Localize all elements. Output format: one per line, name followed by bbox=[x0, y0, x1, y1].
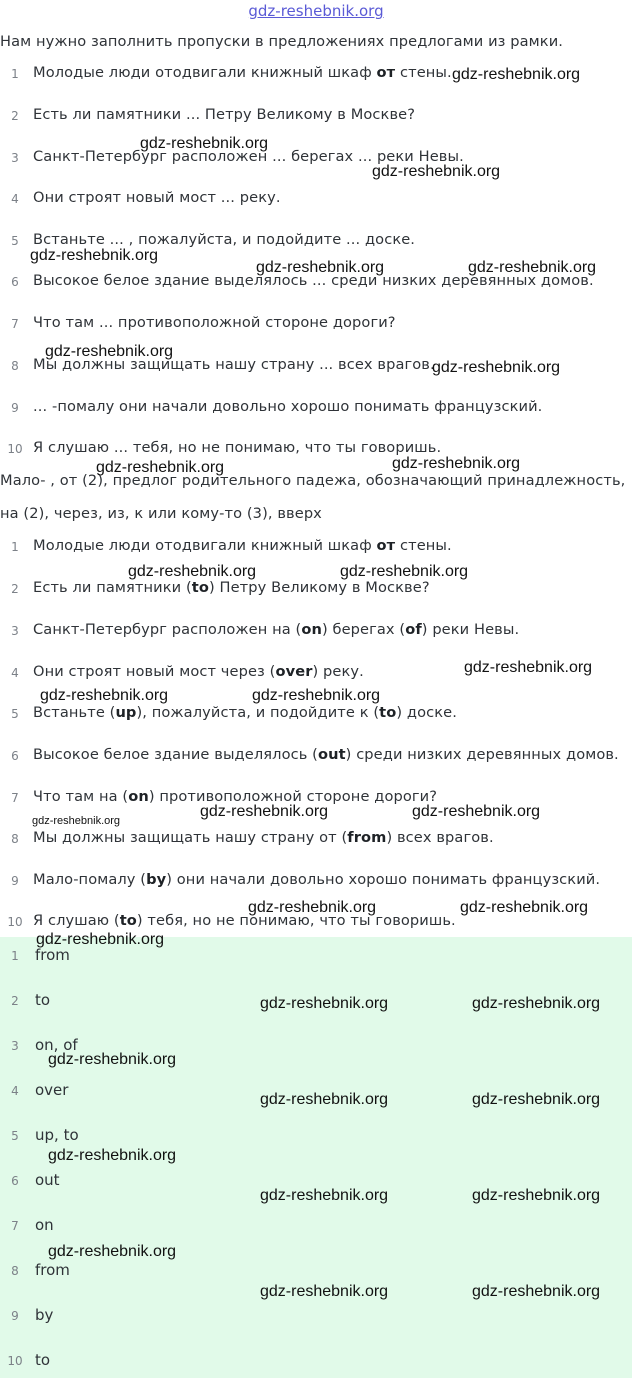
sentence-fragment: ) Петру Великому в Москве? bbox=[208, 579, 430, 596]
sentence-fragment: Молодые люди отодвигали книжный шкаф bbox=[33, 537, 377, 554]
filled-sentence-number: 8 bbox=[11, 832, 19, 846]
sentence-fragment: Что там на ( bbox=[33, 788, 129, 805]
answer-text: by bbox=[35, 1306, 54, 1324]
watermark-text: gdz-reshebnik.org bbox=[452, 66, 581, 83]
answer-number: 8 bbox=[11, 1264, 19, 1278]
watermark-text: gdz-reshebnik.org bbox=[48, 1051, 177, 1068]
filled-sentence-text bbox=[33, 621, 519, 638]
preposition-highlight: up bbox=[115, 704, 137, 721]
answer-number: 7 bbox=[11, 1219, 19, 1233]
filled-sentence-text bbox=[33, 912, 456, 929]
watermark-text: gdz-reshebnik.org bbox=[48, 1243, 177, 1260]
sentence-fragment: Встаньте ... , пожалуйста, и подойдите ... доске. bbox=[33, 231, 416, 248]
watermark-text: gdz-reshebnik.org bbox=[472, 1283, 601, 1300]
watermark-text: gdz-reshebnik.org bbox=[260, 1187, 389, 1204]
watermark-text: gdz-reshebnik.org bbox=[36, 931, 165, 948]
watermark-text: gdz-reshebnik.org bbox=[96, 459, 225, 476]
question-number: 7 bbox=[11, 317, 19, 331]
answer-text: on, of bbox=[35, 1036, 78, 1054]
sentence-fragment: Санкт-Петербург расположен ... берегах ... реки Невы. bbox=[33, 148, 464, 165]
answer-number: 10 bbox=[7, 1354, 23, 1368]
question-number: 1 bbox=[11, 67, 19, 81]
watermark-text: gdz-reshebnik.org bbox=[40, 687, 169, 704]
preposition-highlight: to bbox=[379, 704, 397, 721]
sentence-fragment: Высокое белое здание выделялось ( bbox=[33, 746, 318, 763]
question-text bbox=[33, 64, 452, 81]
filled-sentence-text bbox=[33, 663, 364, 680]
watermark-text: gdz-reshebnik.org bbox=[472, 1187, 601, 1204]
preposition-highlight: from bbox=[347, 829, 387, 846]
question-number: 10 bbox=[7, 442, 23, 456]
question-number: 6 bbox=[11, 275, 19, 289]
preposition-highlight: over bbox=[275, 663, 313, 680]
answer-text: from bbox=[35, 946, 70, 964]
watermark-text: gdz-reshebnik.org bbox=[248, 899, 377, 916]
sentence-fragment: Санкт-Петербург расположен на ( bbox=[33, 621, 302, 638]
answer-number: 1 bbox=[11, 949, 19, 963]
watermark-text: gdz-reshebnik.org bbox=[464, 659, 593, 676]
explanation-line-2: на (2), через, из, к или кому-то (3), вверх bbox=[0, 505, 322, 522]
sentence-fragment: Мало-помалу ( bbox=[33, 871, 147, 888]
watermark-text: gdz-reshebnik.org bbox=[460, 899, 589, 916]
question-number: 4 bbox=[11, 192, 19, 206]
watermark-text: gdz-reshebnik.org bbox=[412, 803, 541, 820]
answer-number: 4 bbox=[11, 1084, 19, 1098]
filled-sentence-number: 6 bbox=[11, 749, 19, 763]
sentence-fragment: Я слушаю ( bbox=[33, 912, 120, 929]
watermark-text: gdz-reshebnik.org bbox=[472, 995, 601, 1012]
question-number: 3 bbox=[11, 151, 19, 165]
filled-sentence-text bbox=[33, 537, 452, 554]
sentence-fragment: Мы должны защищать нашу страну ... всех врагов. bbox=[33, 356, 435, 373]
question-number: 2 bbox=[11, 109, 19, 123]
watermark-text: gdz-reshebnik.org bbox=[472, 1091, 601, 1108]
preposition-highlight: out bbox=[317, 746, 346, 763]
sentence-fragment: Что там ... противоположной стороне дороги? bbox=[33, 314, 396, 331]
filled-sentence-number: 2 bbox=[11, 582, 19, 596]
watermark-text: gdz-reshebnik.org bbox=[260, 1091, 389, 1108]
sentence-fragment: стены. bbox=[395, 537, 452, 554]
sentence-fragment: Есть ли памятники ( bbox=[33, 579, 192, 596]
watermark-text: gdz-reshebnik.org bbox=[30, 247, 159, 264]
watermark-text: gdz-reshebnik.org bbox=[260, 1283, 389, 1300]
preposition-highlight: to bbox=[119, 912, 137, 929]
preposition-highlight: от bbox=[376, 64, 396, 81]
sentence-fragment: Высокое белое здание выделялось ... среди низких деревянных домов. bbox=[33, 272, 594, 289]
watermark-text: gdz-reshebnik.org bbox=[432, 359, 561, 376]
site-link[interactable]: gdz-reshebnik.org bbox=[248, 2, 384, 20]
question-number: 9 bbox=[11, 401, 19, 415]
sentence-fragment: ) берегах ( bbox=[321, 621, 406, 638]
answer-number: 5 bbox=[11, 1129, 19, 1143]
sentence-fragment: ) они начали довольно хорошо понимать французский. bbox=[166, 871, 601, 888]
intro-text: Нам нужно заполнить пропуски в предложениях предлогами из рамки. bbox=[0, 33, 564, 50]
sentence-fragment: ) тебя, но не понимаю, что ты говоришь. bbox=[136, 912, 456, 929]
answer-text: to bbox=[35, 1351, 51, 1369]
answer-text: out bbox=[35, 1171, 60, 1189]
answer-text: over bbox=[35, 1081, 69, 1099]
sentence-fragment: ) среди низких деревянных домов. bbox=[345, 746, 619, 763]
sentence-fragment: Мы должны защищать нашу страну от ( bbox=[33, 829, 348, 846]
sentence-fragment: Молодые люди отодвигали книжный шкаф bbox=[33, 64, 377, 81]
sentence-fragment: ) доске. bbox=[396, 704, 457, 721]
watermark-text: gdz-reshebnik.org bbox=[392, 455, 521, 472]
sentence-fragment: стены. bbox=[395, 64, 452, 81]
question-text bbox=[33, 398, 542, 415]
preposition-highlight: от bbox=[376, 537, 396, 554]
sentence-fragment: Они строят новый мост ... реку. bbox=[33, 189, 281, 206]
preposition-highlight: on bbox=[128, 788, 149, 805]
sentence-fragment: ) реку. bbox=[312, 663, 364, 680]
answer-number: 2 bbox=[11, 994, 19, 1008]
sentence-fragment: Я слушаю ... тебя, но не понимаю, что ты говоришь. bbox=[33, 439, 442, 456]
preposition-highlight: of bbox=[405, 621, 422, 638]
filled-sentence-number: 7 bbox=[11, 791, 19, 805]
sentence-fragment: ) реки Невы. bbox=[421, 621, 520, 638]
sentence-fragment: ) всех врагов. bbox=[386, 829, 494, 846]
filled-sentence-number: 9 bbox=[11, 874, 19, 888]
explanation-line-1: Мало- , от (2), предлог родительного падежа, обозначающий принадлежность, bbox=[0, 472, 626, 489]
question-number: 5 bbox=[11, 234, 19, 248]
filled-sentence-text bbox=[33, 746, 619, 763]
filled-sentence-text bbox=[33, 829, 494, 846]
watermark-text: gdz-reshebnik.org bbox=[45, 343, 174, 360]
sentence-fragment: ... -помалу они начали довольно хорошо понимать французский. bbox=[33, 398, 543, 415]
sentence-fragment: Есть ли памятники ... Петру Великому в Москве? bbox=[33, 106, 416, 123]
watermark-text: gdz-reshebnik.org bbox=[200, 803, 329, 820]
filled-sentence-text bbox=[33, 579, 430, 596]
watermark-text: gdz-reshebnik.org bbox=[128, 563, 257, 580]
sentence-fragment: Они строят новый мост через ( bbox=[33, 663, 276, 680]
filled-sentence-text bbox=[33, 704, 457, 721]
preposition-highlight: by bbox=[146, 871, 167, 888]
answer-text: from bbox=[35, 1261, 70, 1279]
watermark-text: gdz-reshebnik.org bbox=[252, 687, 381, 704]
preposition-highlight: on bbox=[301, 621, 322, 638]
question-text bbox=[33, 439, 441, 456]
question-text bbox=[33, 231, 415, 248]
filled-sentence-number: 4 bbox=[11, 666, 19, 680]
question-text bbox=[33, 106, 415, 123]
watermark-text: gdz-reshebnik.org bbox=[140, 135, 269, 152]
watermark-text: gdz-reshebnik.org bbox=[48, 1147, 177, 1164]
filled-sentence-text bbox=[33, 871, 600, 888]
answer-number: 3 bbox=[11, 1039, 19, 1053]
question-text bbox=[33, 189, 281, 206]
filled-sentence-number: 3 bbox=[11, 624, 19, 638]
answer-text: on bbox=[35, 1216, 54, 1234]
watermark-text: gdz-reshebnik.org bbox=[372, 163, 501, 180]
watermark-text: gdz-reshebnik.org bbox=[260, 995, 389, 1012]
watermark-text: gdz-reshebnik.org bbox=[340, 563, 469, 580]
watermark-text: gdz-reshebnik.org bbox=[32, 815, 121, 827]
preposition-highlight: to bbox=[191, 579, 209, 596]
answer-text: up, to bbox=[35, 1126, 79, 1144]
answer-number: 9 bbox=[11, 1309, 19, 1323]
filled-sentence-number: 5 bbox=[11, 707, 19, 721]
question-text bbox=[33, 314, 396, 331]
answer-number: 6 bbox=[11, 1174, 19, 1188]
sentence-fragment: Встаньте ( bbox=[33, 704, 116, 721]
question-number: 8 bbox=[11, 359, 19, 373]
filled-sentence-number: 1 bbox=[11, 540, 19, 554]
sentence-fragment: ), пожалуйста, и подойдите к ( bbox=[136, 704, 380, 721]
sentence-fragment: ) противоположной стороне дороги? bbox=[148, 788, 438, 805]
watermark-text: gdz-reshebnik.org bbox=[468, 259, 597, 276]
watermark-text: gdz-reshebnik.org bbox=[256, 259, 385, 276]
answer-text: to bbox=[35, 991, 51, 1009]
filled-sentence-number: 10 bbox=[7, 915, 23, 929]
